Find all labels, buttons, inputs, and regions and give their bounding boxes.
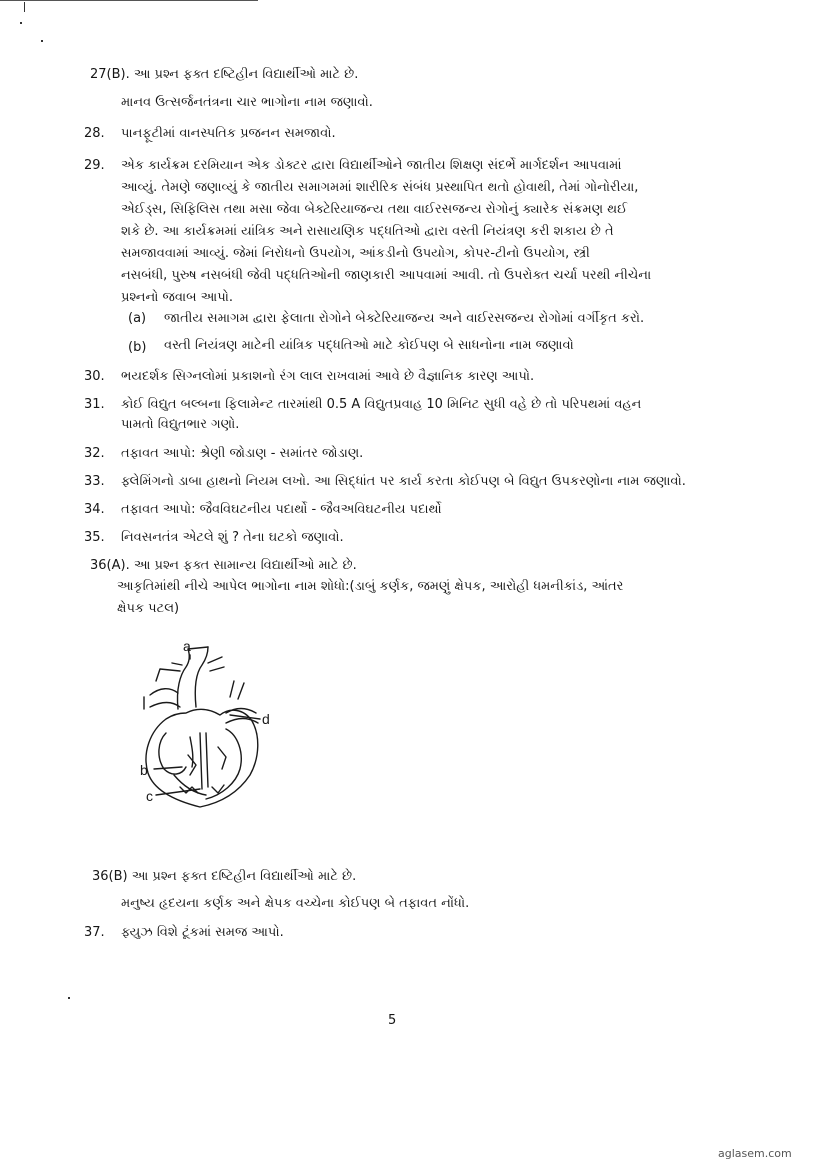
question-text: ફ્લેમિંગનો ડાબા હાથનો નિયમ લખો. આ સિદ્ધાંત પર કાર્ય કરતા કોઈપણ બે વિદ્યુત ઉપકરણોના નામ જણાવો.: [121, 474, 686, 489]
label-c: c: [146, 788, 153, 804]
septum: [200, 733, 208, 789]
scan-mark: [68, 997, 70, 999]
subquestion-a-text: જાતીય સમાગમ દ્વારા ફેલાતા રોગોને બેક્ટેરિયાજન્ય અને વાઈરસજન્ય રોગોમાં વર્ગીકૃત કરો.: [164, 311, 645, 326]
question-number: 33.: [84, 474, 105, 489]
question-line: એક કાર્યક્રમ દરમિયાન એક ડોક્ટર દ્વારા વિદ્યાર્થીઓને જાતીય શિક્ષણ સંદર્ભે માર્ગદર્શન આપવામાં: [121, 158, 622, 173]
question-number: 31.: [84, 397, 105, 412]
question-text: તફાવત આપો: જૈવવિઘટનીય પદાર્થો - જૈવઅવિઘટનીય પદાર્થો: [121, 502, 442, 517]
question-text: નિવસનતંત્ર એટલે શું ? તેના ઘટકો જણાવો.: [121, 530, 344, 545]
question-number: 29.: [84, 158, 105, 173]
scan-mark: [41, 40, 43, 42]
label-d: d: [262, 711, 270, 727]
question-number: 35.: [84, 530, 105, 545]
question-line: પ્રશ્નનો જવાબ આપો.: [121, 290, 234, 305]
question-27b-title: 27(B). આ પ્રશ્ન ફક્ત દષ્ટિહીન વિદ્યાર્થીઓ માટે છે.: [90, 67, 359, 82]
scan-mark: [0, 0, 258, 1]
scan-mark: [24, 2, 25, 12]
question-line: એઈડ્સ, સિફિલિસ તથા મસા જેવા બેક્ટેરિયાજન્ય તથા વાઈરસજન્ય રોગોનું ક્યારેક સંક્રમણ થઈ: [121, 202, 628, 217]
question-number: 37.: [84, 925, 105, 940]
question-line: નસબંધી, પુરુષ નસબંધી જેવી પદ્ધતિઓની જાણકારી આપવામાં આવી. તો ઉપરોક્ત ચર્ચા પરથી નીચેના: [121, 268, 652, 283]
leader-line-b: [154, 767, 182, 769]
question-text: તફાવત આપો: શ્રેણી જોડાણ - સમાંતર જોડાણ.: [121, 446, 364, 461]
question-36a-title: 36(A). આ પ્રશ્ન ફક્ત સામાન્ય વિદ્યાર્થીઓ માટે છે.: [90, 558, 357, 573]
page-number: 5: [388, 1013, 397, 1028]
subquestion-b-label: (b): [128, 340, 147, 355]
label-b: b: [140, 762, 148, 778]
subquestion-a-label: (a): [128, 311, 147, 326]
question-number: 32.: [84, 446, 105, 461]
question-number: 34.: [84, 502, 105, 517]
scan-mark: [20, 22, 22, 24]
question-line: શકે છે. આ કાર્યક્રમમાં યાંત્રિક અને રાસાયણિક પદ્ધતિઓ દ્વારા વસ્તી નિયંત્રણ કરી શકાય છે તે: [121, 224, 614, 239]
heart-diagram: [130, 637, 300, 812]
aorta-outline: [177, 647, 208, 709]
question-36a-line: આકૃતિમાંથી નીચે આપેલ ભાગોના નામ શોધો:(ડાબું કર્ણક, જમણું ક્ષેપક, આરોહી ધમનીકાંડ, આંતર: [117, 579, 624, 594]
label-a: a: [183, 638, 191, 654]
subquestion-b-text: વસ્તી નિયંત્રણ માટેની યાંત્રિક પદ્ધતિઓ માટે કોઈપણ બે સાધનોના નામ જણાવો: [164, 338, 574, 353]
question-number: 30.: [84, 369, 105, 384]
question-36b-text: મનુષ્ય હૃદયના કર્ણક અને ક્ષેપક વચ્ચેના કોઈપણ બે તફાવત નોંધો.: [121, 896, 470, 911]
question-number: 28.: [84, 126, 105, 141]
question-text: ફ્યુઝ વિશે ટૂંકમાં સમજ આપો.: [121, 925, 284, 940]
question-36b-title: 36(B) આ પ્રશ્ન ફક્ત દષ્ટિહીન વિદ્યાર્થીઓ માટે છે.: [92, 869, 357, 884]
watermark-footer: aglasem.com: [718, 1147, 792, 1160]
question-line: આવ્યું. તેમણે જણાવ્યું કે જાતીય સમાગમમાં શારીરિક સંબંધ પ્રસ્થાપિત થતો હોવાથી, તેમાં ગોનોરીયા,: [121, 180, 639, 195]
question-line: પામતો વિદ્યુતભાર ગણો.: [121, 417, 240, 432]
question-line: કોઈ વિદ્યુત બલ્બના ફિલામેન્ટ તારમાંથી 0.5 A વિદ્યુતપ્રવાહ 10 મિનિટ સુધી વહે છે તો પરિપથમાં વહન: [121, 397, 642, 412]
question-36a-line: ક્ષેપક પટલ): [117, 601, 180, 616]
question-line: સમજાવવામાં આવ્યું. જેમાં નિરોધનો ઉપયોગ, આંકડીનો ઉપયોગ, કોપર-ટીનો ઉપયોગ, સ્ત્રી: [121, 246, 590, 261]
question-text: ભયદર્શક સિગ્નલોમાં પ્રકાશનો રંગ લાલ રાખવામાં આવે છે વૈજ્ઞાનિક કારણ આપો.: [121, 369, 535, 384]
question-text: પાનફૂટીમાં વાનસ્પતિક પ્રજનન સમજાવો.: [121, 126, 336, 141]
vessel-branch: [144, 689, 180, 709]
question-27b-text: માનવ ઉત્સર્જનતંત્રના ચાર ભાગોના નામ જણાવો.: [121, 95, 373, 110]
